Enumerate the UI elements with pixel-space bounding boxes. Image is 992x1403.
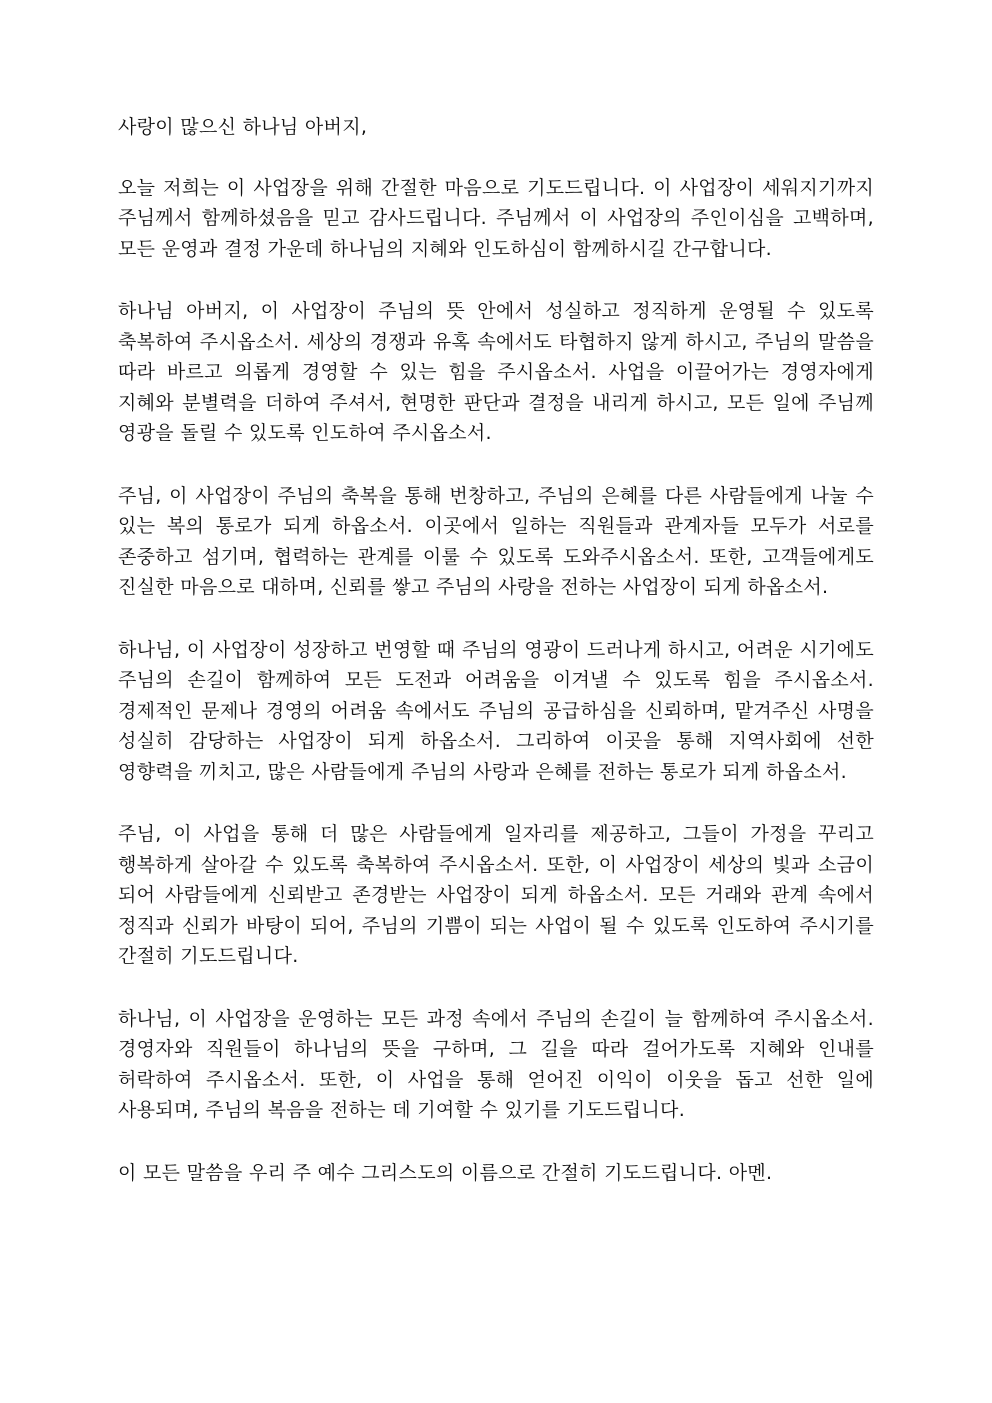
paragraph-4: 하나님, 이 사업장이 성장하고 번영할 때 주님의 영광이 드러나게 하시고, 어려운 시기에도 주님의 손길이 함께하여 모든 도전과 어려움을 이겨낼 수 있도록 힘을 주시옵소서. 경제적인 문제나 경영의 어려움 속에서도 주님의 공급하심을 신뢰하며, 맡겨주신 사명을 성실히 감당하는 사업장이 되게 하옵소서. 그리하여 이곳을 통해 지역사회에 선한 영향력을 끼치고, 많은 사람들에게 주님의 사랑과 은혜를 전하는 통로가 되게 하옵소서. (118, 638, 874, 783)
greeting-line: 사랑이 많으신 하나님 아버지, (118, 116, 368, 138)
paragraph-3: 주님, 이 사업장이 주님의 축복을 통해 번창하고, 주님의 은혜를 다른 사람들에게 나눌 수 있는 복의 통로가 되게 하옵소서. 이곳에서 일하는 직원들과 관계자들 모두가 서로를 존중하고 섬기며, 협력하는 관계를 이룰 수 있도록 도와주시옵소서. 또한, 고객들에게도 진실한 마음으로 대하며, 신뢰를 쌓고 주님의 사랑을 전하는 사업장이 되게 하옵소서. (118, 484, 874, 598)
paragraph-6: 하나님, 이 사업장을 운영하는 모든 과정 속에서 주님의 손길이 늘 함께하여 주시옵소서. 경영자와 직원들이 하나님의 뜻을 구하며, 그 길을 따라 걸어가도록 지혜와 인내를 허락하여 주시옵소서. 또한, 이 사업을 통해 얻어진 이익이 이웃을 돕고 선한 일에 사용되며, 주님의 복음을 전하는 데 기여할 수 있기를 기도드립니다. (118, 1007, 874, 1121)
paragraph-5: 주님, 이 사업을 통해 더 많은 사람들에게 일자리를 제공하고, 그들이 가정을 꾸리고 행복하게 살아갈 수 있도록 축복하여 주시옵소서. 또한, 이 사업장이 세상의 빛과 소금이 되어 사람들에게 신뢰받고 존경받는 사업장이 되게 하옵소서. 모든 거래와 관계 속에서 정직과 신뢰가 바탕이 되어, 주님의 기쁨이 되는 사업이 될 수 있도록 인도하여 주시기를 간절히 기도드립니다. (118, 823, 874, 967)
document-body (118, 112, 874, 1220)
closing-line: 이 모든 말씀을 우리 주 예수 그리스도의 이름으로 간절히 기도드립니다. 아멘. (118, 1161, 773, 1184)
paragraph-2: 하나님 아버지, 이 사업장이 주님의 뜻 안에서 성실하고 정직하게 운영될 수 있도록 축복하여 주시옵소서. 세상의 경쟁과 유혹 속에서도 타협하지 않게 하시고, 주님의 말씀을 따라 바르고 의롭게 경영할 수 있는 힘을 주시옵소서. 사업을 이끌어가는 경영자에게 지혜와 분별력을 더하여 주셔서, 현명한 판단과 결정을 내리게 하시고, 모든 일에 주님께 영광을 돌릴 수 있도록 인도하여 주시옵소서. (118, 300, 874, 444)
paragraph-1: 오늘 저희는 이 사업장을 위해 간절한 마음으로 기도드립니다. 이 사업장이 세워지기까지 주님께서 함께하셨음을 믿고 감사드립니다. 주님께서 이 사업장의 주인이심을 고백하며, 모든 운영과 결정 가운데 하나님의 지혜와 인도하심이 함께하시길 간구합니다. (118, 176, 874, 260)
